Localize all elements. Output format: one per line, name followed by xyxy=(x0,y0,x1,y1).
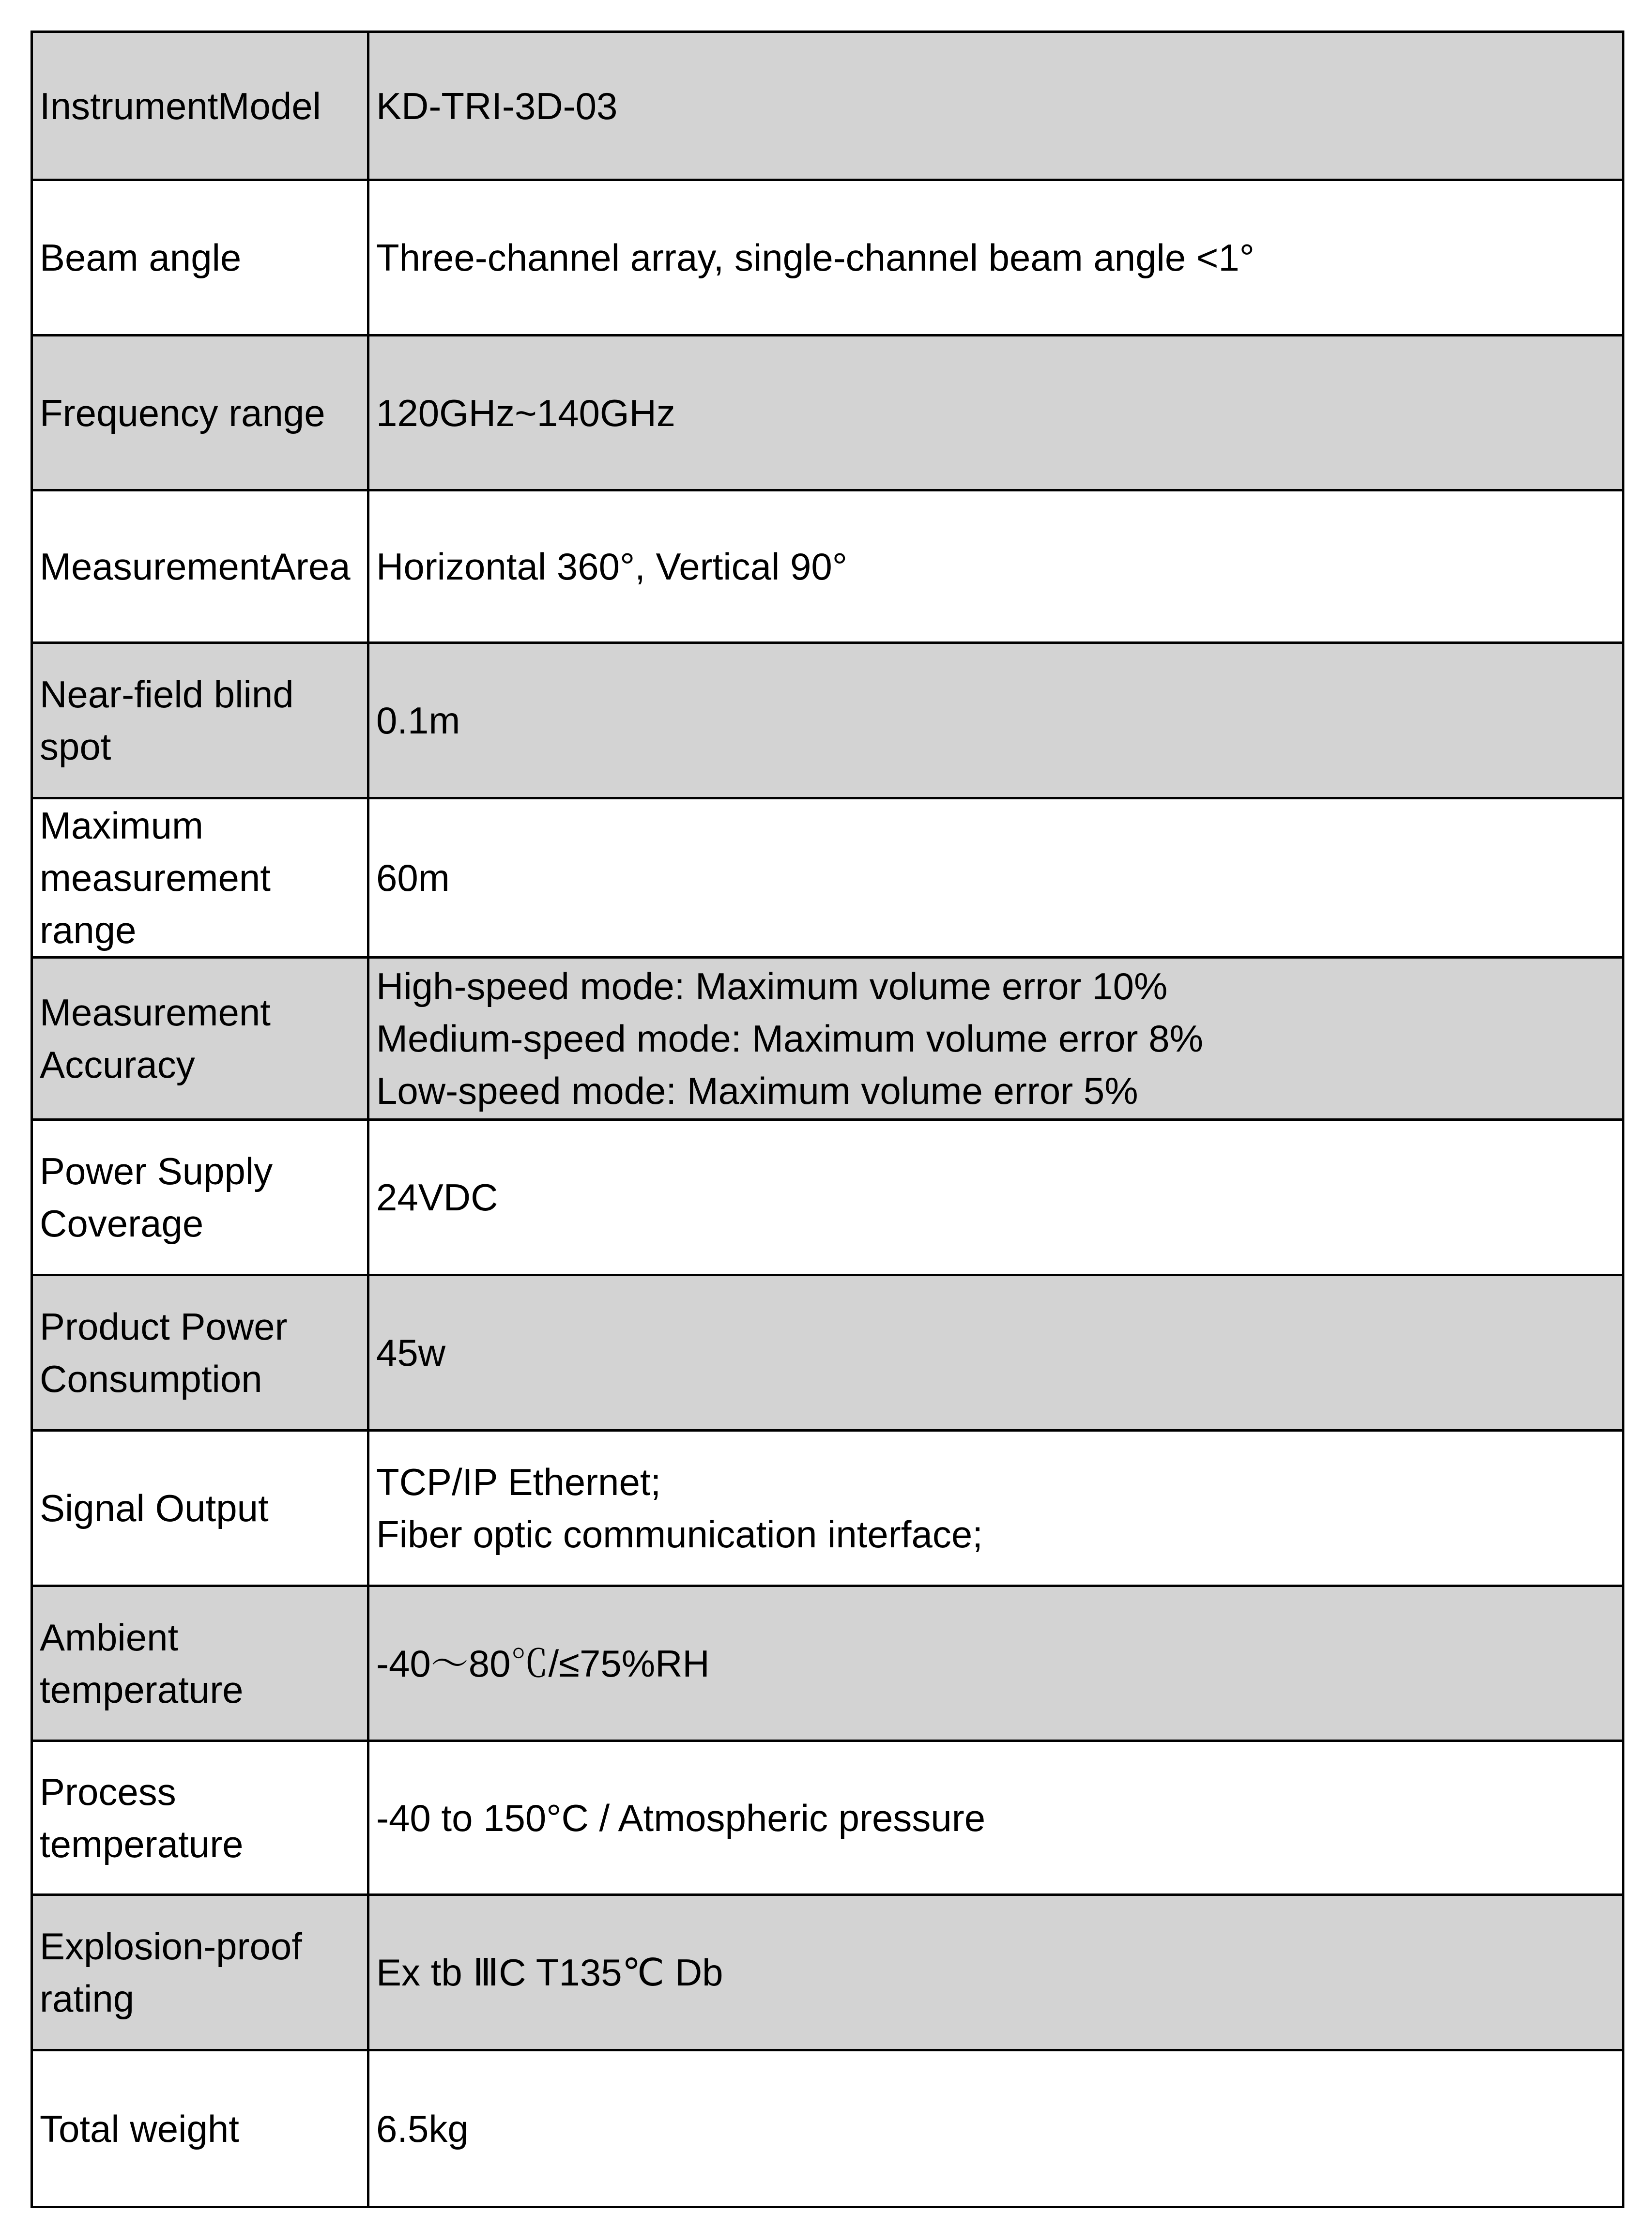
spec-label: Signal Output xyxy=(32,1431,368,1586)
spec-value xyxy=(368,32,1623,180)
spec-value-line: Fiber optic communication interface; xyxy=(376,1513,983,1556)
spec-value xyxy=(368,1431,1623,1586)
table-row xyxy=(32,798,1623,958)
spec-value-line: 0.1m xyxy=(376,699,460,742)
spec-value xyxy=(368,798,1623,958)
spec-value xyxy=(368,180,1623,336)
spec-value-line: Medium-speed mode: Maximum volume error 8% xyxy=(376,1017,1203,1060)
spec-label: Explosion-proof rating xyxy=(32,1895,368,2050)
spec-value xyxy=(368,490,1623,643)
table-row xyxy=(32,643,1623,798)
spec-value xyxy=(368,1275,1623,1431)
table-row xyxy=(32,32,1623,180)
table-row xyxy=(32,1741,1623,1895)
spec-value-line: Ex tb ⅢC T135℃ Db xyxy=(376,1951,723,1994)
spec-value xyxy=(368,1586,1623,1741)
spec-label: MeasurementArea xyxy=(32,490,368,643)
spec-value-line: Three-channel array, single-channel beam angle <1° xyxy=(376,236,1254,279)
table-row xyxy=(32,2050,1623,2207)
table-row xyxy=(32,336,1623,490)
spec-value-line: -40 to 150°C / Atmospheric pressure xyxy=(376,1796,986,1839)
spec-value xyxy=(368,958,1623,1120)
table-row xyxy=(32,1275,1623,1431)
spec-label: Near-field blind spot xyxy=(32,643,368,798)
spec-value xyxy=(368,2050,1623,2207)
spec-label: Maximum measurement range xyxy=(32,798,368,958)
spec-value-line: -40～80℃/≤75%RH xyxy=(376,1642,710,1685)
spec-value-line: 24VDC xyxy=(376,1176,498,1219)
spec-value-line: KD-TRI-3D-03 xyxy=(376,84,618,127)
spec-value xyxy=(368,643,1623,798)
spec-label: Beam angle xyxy=(32,180,368,336)
table-row xyxy=(32,1895,1623,2050)
spec-label: Ambient temperature xyxy=(32,1586,368,1741)
spec-value-line: 60m xyxy=(376,856,450,899)
table-row xyxy=(32,958,1623,1120)
spec-value-line: 120GHz~140GHz xyxy=(376,391,675,434)
spec-label: Measurement Accuracy xyxy=(32,958,368,1120)
spec-value xyxy=(368,336,1623,490)
table-row xyxy=(32,1586,1623,1741)
spec-label: Product Power Consumption xyxy=(32,1275,368,1431)
table-row xyxy=(32,490,1623,643)
spec-value-line: Horizontal 360°, Vertical 90° xyxy=(376,545,847,588)
spec-value xyxy=(368,1120,1623,1275)
spec-value-line: TCP/IP Ethernet; xyxy=(376,1461,661,1503)
spec-value-line: High-speed mode: Maximum volume error 10% xyxy=(376,965,1168,1008)
spec-label: Total weight xyxy=(32,2050,368,2207)
spec-value-line: 45w xyxy=(376,1331,446,1374)
table-row xyxy=(32,1431,1623,1586)
spec-value xyxy=(368,1895,1623,2050)
spec-value-line: 6.5kg xyxy=(376,2107,469,2150)
table-row xyxy=(32,1120,1623,1275)
spec-table-body xyxy=(32,32,1623,2207)
spec-value xyxy=(368,1741,1623,1895)
spec-label: Frequency range xyxy=(32,336,368,490)
spec-label: Power Supply Coverage xyxy=(32,1120,368,1275)
spec-table xyxy=(31,31,1624,2208)
spec-label: InstrumentModel xyxy=(32,32,368,180)
table-row xyxy=(32,180,1623,336)
spec-label: Process temperature xyxy=(32,1741,368,1895)
spec-value-line: Low-speed mode: Maximum volume error 5% xyxy=(376,1069,1138,1112)
